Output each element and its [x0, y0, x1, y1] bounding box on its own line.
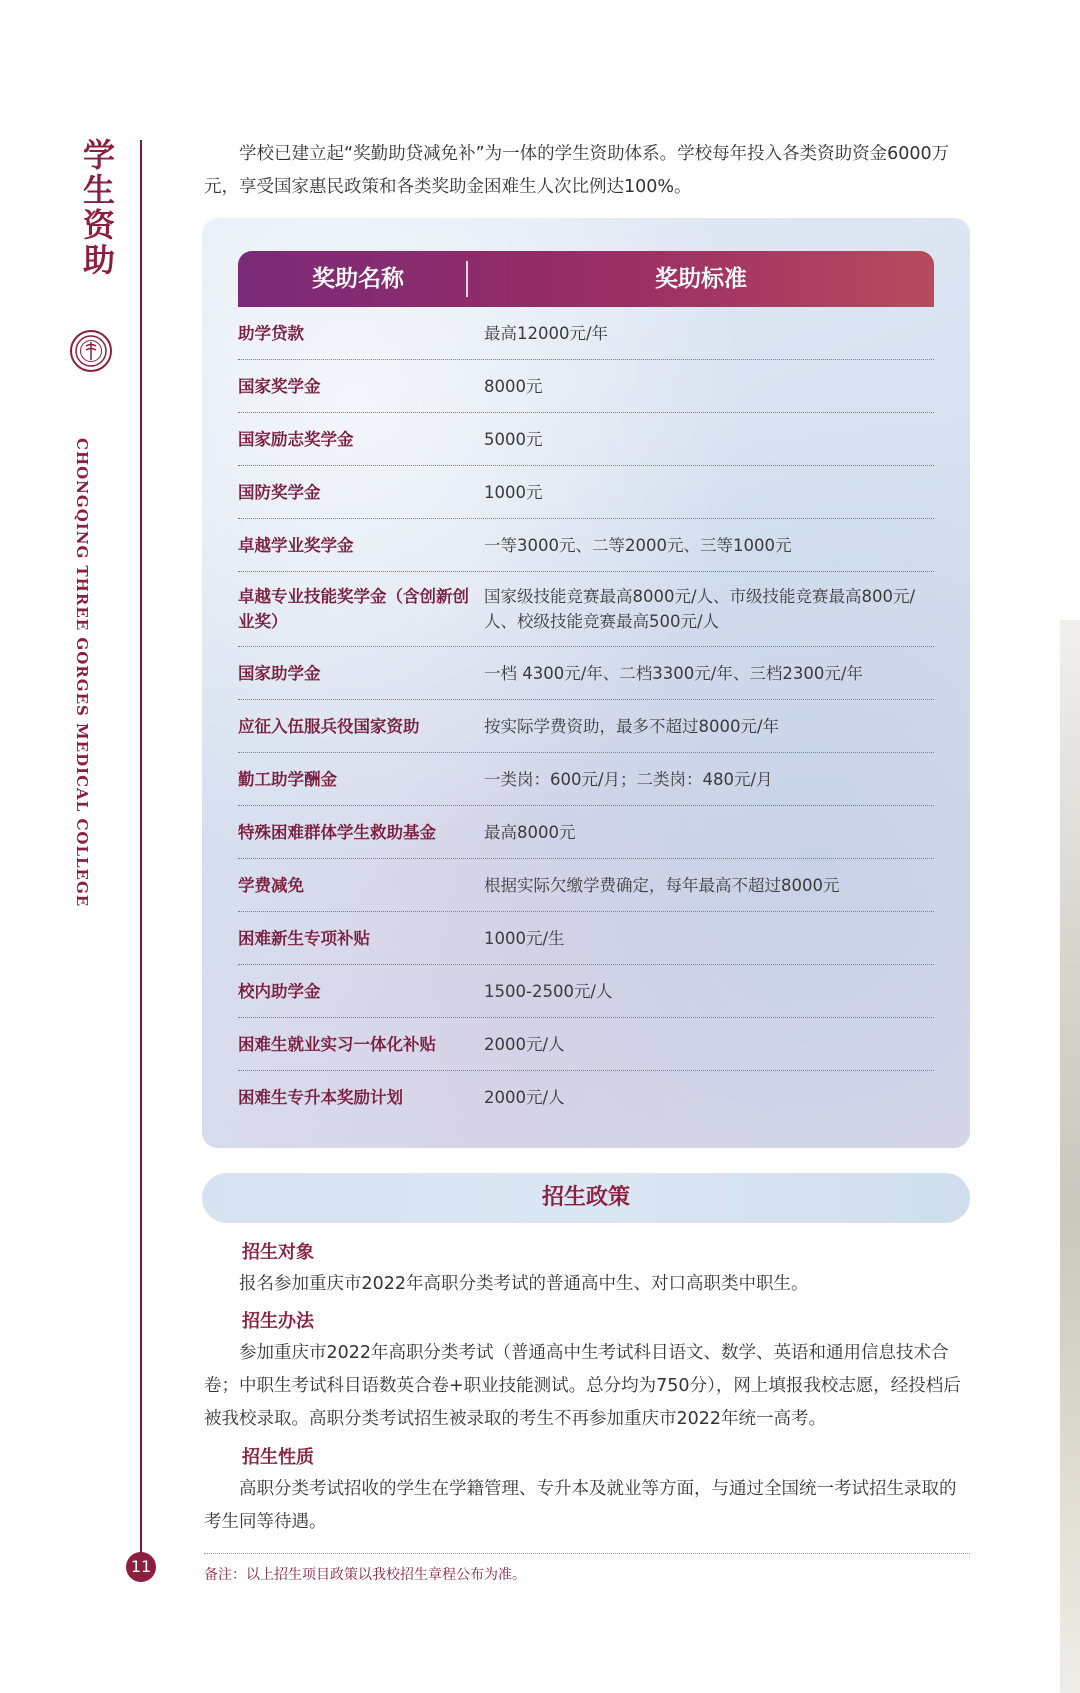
aid-standard: 1500-2500元/人	[484, 981, 613, 1001]
table-row	[238, 413, 934, 466]
aid-name: 卓越学业奖学金	[238, 535, 354, 555]
aid-name: 困难新生专项补贴	[238, 928, 370, 948]
admission-nature-title: 招生性质	[242, 1447, 314, 1468]
table-row	[238, 912, 934, 965]
admission-target-title: 招生对象	[242, 1242, 314, 1263]
aid-name: 助学贷款	[238, 323, 304, 343]
aid-name: 学费减免	[238, 875, 304, 895]
table-row	[238, 1018, 934, 1071]
admission-target-text: 报名参加重庆市2022年高职分类考试的普通高中生、对口高职类中职生。	[239, 1274, 809, 1294]
table-row	[238, 572, 934, 647]
table-row	[238, 307, 934, 360]
table-row	[238, 700, 934, 753]
aid-name: 困难生专升本奖励计划	[238, 1088, 403, 1107]
aid-standard: 1000元	[484, 482, 543, 502]
aid-standard: 按实际学费资助，最多不超过8000元/年	[484, 716, 780, 736]
aid-name: 国家奖学金	[238, 376, 321, 396]
decorative-photo-strip	[1060, 620, 1080, 1693]
table-row	[238, 806, 934, 859]
table-row	[238, 360, 934, 413]
sidebar-divider	[140, 140, 142, 1560]
admission-method-title: 招生办法	[242, 1311, 314, 1332]
aid-table-header	[238, 251, 934, 307]
aid-name: 勤工助学酬金	[238, 769, 337, 789]
aid-name: 国家励志奖学金	[238, 429, 354, 449]
aid-name: 国防奖学金	[238, 482, 321, 502]
aid-table-body	[238, 307, 934, 1124]
aid-name: 困难生就业实习一体化补贴	[238, 1034, 436, 1054]
aid-standard: 5000元	[484, 429, 543, 449]
aid-name: 卓越专业技能奖学金（含创新创业奖）	[238, 587, 469, 631]
aid-standard: 最高8000元	[484, 822, 576, 842]
table-row	[238, 647, 934, 700]
header-aid-name: 奖助名称	[312, 266, 404, 292]
aid-standard: 一档 4300元/年、二档3300元/年、三档2300元/年	[484, 663, 863, 683]
aid-name: 特殊困难群体学生救助基金	[238, 822, 436, 842]
table-row	[238, 753, 934, 806]
aid-standard: 2000元/人	[484, 1034, 565, 1054]
aid-standard: 8000元	[484, 376, 543, 396]
table-row	[238, 466, 934, 519]
page-number: 11	[126, 1552, 156, 1582]
admission-title-banner: 招生政策	[202, 1173, 970, 1223]
aid-standard: 最高12000元/年	[484, 323, 609, 343]
admission-nature-text: 高职分类考试招收的学生在学籍管理、专升本及就业等方面，与通过全国统一考试招生录取的考生同等待遇。	[204, 1479, 957, 1532]
aid-table-card	[202, 218, 970, 1148]
admission-method-text: 参加重庆市2022年高职分类考试（普通高中生考试科目语文、数学、英语和通用信息技术合卷；中职生考试科目语数英合卷+职业技能测试。总分均为750分），网上填报我校志愿，经投档后被我校录取。高职分类考试招生被录取的考生不再参加重庆市2022年统一高考。	[204, 1343, 961, 1429]
aid-standard: 一类岗：600元/月；二类岗：480元/月	[484, 769, 773, 789]
aid-standard: 国家级技能竞赛最高8000元/人、市级技能竞赛最高800元/人、校级技能竞赛最高500元/人	[484, 587, 916, 631]
aid-standard: 根据实际欠缴学费确定，每年最高不超过8000元	[484, 875, 840, 895]
header-aid-standard: 奖助标准	[655, 266, 747, 292]
table-row	[238, 1071, 934, 1124]
aid-name: 国家助学金	[238, 663, 321, 683]
aid-name: 应征入伍服兵役国家资助	[238, 716, 420, 736]
admission-target-block	[204, 1238, 970, 1301]
admission-method-block	[204, 1307, 970, 1436]
note-divider	[204, 1553, 970, 1554]
aid-standard: 一等3000元、二等2000元、三等1000元	[484, 535, 792, 555]
table-row	[238, 859, 934, 912]
college-logo-icon	[70, 330, 112, 372]
aid-standard: 1000元/生	[484, 928, 565, 948]
section-title: 学生资助	[78, 138, 116, 278]
admission-nature-block	[204, 1443, 970, 1539]
college-english-name: CHONGQING THREE GORGES MEDICAL COLLEGE	[73, 438, 91, 908]
intro-paragraph: 学校已建立起“奖勤助贷减免补”为一体的学生资助体系。学校每年投入各类资助资金6000万元，享受国家惠民政策和各类奖助金困难生人次比例达100%。	[204, 144, 950, 197]
table-row	[238, 965, 934, 1018]
footnote: 备注：以上招生项目政策以我校招生章程公布为准。	[204, 1567, 526, 1583]
table-row	[238, 519, 934, 572]
aid-name: 校内助学金	[238, 981, 321, 1001]
aid-standard: 2000元/人	[484, 1088, 565, 1107]
